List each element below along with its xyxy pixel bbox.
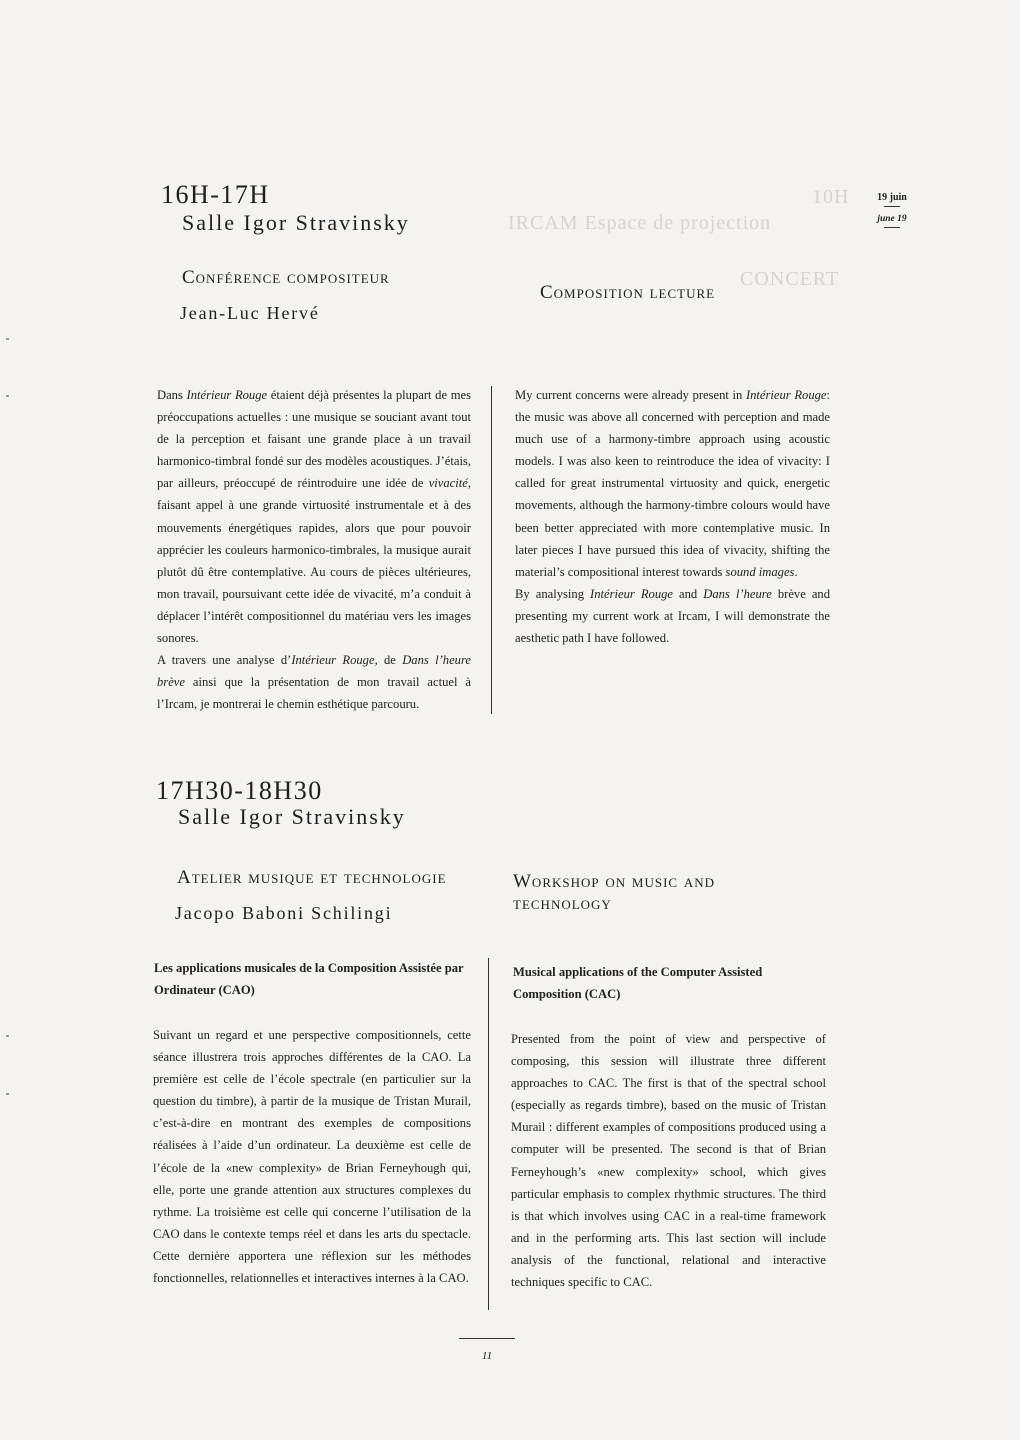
session2-speaker: Jacopo Baboni Schilingi [175, 903, 393, 923]
paragraph: My current concerns were already present in Intérieur Rouge: the music was above all concerned with perception and made much use of a harmony-timbre approach using acoustic models. I was also keen to reintroduce the idea of vivacity: I called for great instrumental virtuosity and quick, energetic movements, although the harmony-timbre colours would have been better appreciated with more contemplative music. In later pieces I have pursued this idea of vivacity, shifting the material’s compositional interest towards sound images. [515, 388, 830, 579]
session2-time: 17H30-18H30 [156, 776, 323, 805]
paragraph: A travers une analyse d’Intérieur Rouge, de Dans l’heure brève ainsi que la présentation de mon travail actuel à l’Ircam, je montrerai le chemin esthétique parcouru. [157, 653, 471, 712]
session2-text-fr [153, 1024, 471, 1289]
session1-heading-fr: Conférence compositeur [182, 267, 390, 288]
page-number: 11 [481, 1350, 493, 1362]
session2-subtitle-fr: Les applications musicales de la Composition Assistée par Ordinateur (CAO) [154, 961, 464, 998]
session2-subtitle-en: Musical applications of the Computer Assisted Composition (CAC) [513, 965, 763, 1002]
session2-heading-en: Workshop on music and technology [513, 871, 715, 914]
session2-text-en [511, 1028, 826, 1293]
paragraph: By analysing Intérieur Rouge and Dans l’heure brève and presenting my current work at Ircam, I will demonstrate the aesthetic path I have followed. [515, 586, 831, 646]
session1-speaker: Jean-Luc Hervé [180, 303, 320, 323]
date-french: 19 juin [877, 192, 907, 203]
date-divider [884, 206, 900, 207]
paragraph: Presented from the point of view and perspective of composing, this session will illustrate three different approaches to CAC. The first is that of the spectral school (especially as regards timbre), based on the music of Tristan Murail : different examples of compositions produced using a computer will be presented. The second is that of Brian Ferneyhough’s «new complexity» school, which gives particular emphasis to complex rhythmic structures. The third is that which involves using CAC in a real-time framework and in the performing arts. This last section will include analysis of the functional, relational and interactive techniques specific to CAC. [511, 1032, 826, 1290]
margin-speck [6, 1093, 9, 1095]
session1-heading-en: Composition lecture [540, 282, 716, 303]
session1-text-en [515, 384, 830, 649]
date-english: june 19 [877, 214, 907, 224]
paragraph: Dans Intérieur Rouge étaient déjà présentes la plupart de mes préoccupations actuelles : une musique se souciant avant tout de la perception et faisant une grande place à un travail harmonico-timbral fondé sur des modèles acoustiques. J’étais, par ailleurs, préoccupé de réintroduire une idée de vivacité, faisant appel à une grande virtuosité instrumentale et à des mouvements énergétiques rapides, alors que pour pouvoir apprécier les couleurs harmonico-timbrales, la musique aurait plutôt dû être contemplative. Au cours de pièces ultérieures, mon travail, poursuivant cette idée de vivacité, m’a conduit à déplacer l’intérêt compositionnel du matériau vers les images sonores. [157, 388, 471, 646]
paragraph: Suivant un regard et une perspective compositionnels, cette séance illustrera trois approches différentes de la CAO. La première est celle de l’école spectrale (en particulier sur la question du timbre), à partir de la musique de Tristan Murail, c’est-à-dire en montrant des exemples de compositions réalisées à l’aide d’un ordinateur. La deuxième est celle de l’école de la «new complexity» de Brian Ferneyhough qui, elle, porte une grande attention aux structures complexes du rythme. La troisième est celle qui concerne l’utilisation de la CAO dans le contexte temps réel et dans les arts du spectacle. Cette dernière apportera une réflexion sur les méthodes fonctionnelles, relationnelles et interactives internes à la CAO. [153, 1028, 471, 1286]
margin-speck [6, 1035, 9, 1037]
bleed-through-room: IRCAM Espace de projection [508, 212, 772, 234]
session1-text-fr [157, 384, 471, 715]
session1-time: 16H-17H [161, 180, 270, 209]
bleed-through-heading: CONCERT [740, 268, 840, 290]
column-divider [488, 958, 489, 1310]
date-divider [884, 227, 900, 228]
session2-room: Salle Igor Stravinsky [178, 804, 406, 829]
margin-speck [6, 395, 9, 397]
session1-room: Salle Igor Stravinsky [182, 210, 410, 235]
margin-speck [6, 338, 9, 340]
folio-rule [459, 1338, 515, 1339]
date-tab [868, 192, 916, 231]
session2-heading-fr: Atelier musique et technologie [177, 867, 447, 888]
bleed-through-time: 10H [812, 186, 850, 208]
column-divider [491, 386, 492, 714]
